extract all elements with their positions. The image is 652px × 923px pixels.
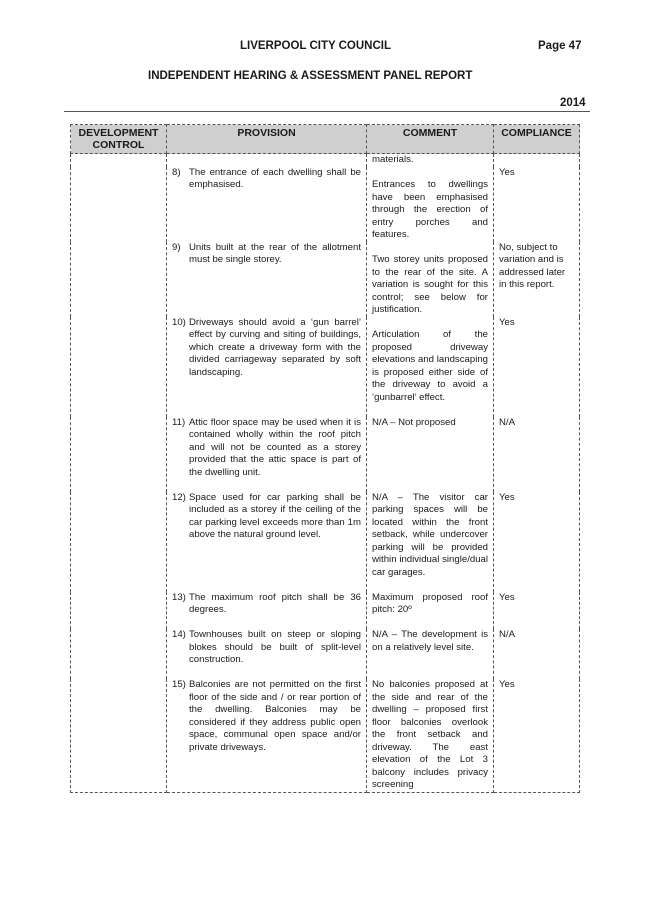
comment-text: N/A – The visitor car parking spaces will be located within the front setback, while undercover parking will be provided within individual single/dual car garages. [372, 491, 488, 578]
table-row [71, 167, 580, 242]
provision-cell [167, 154, 367, 167]
header-comment: COMMENT [367, 125, 494, 154]
provision-text: Townhouses built on steep or sloping blokes should be built of split-level construction. [189, 629, 361, 665]
provision-cell [167, 417, 367, 492]
development-control-cell [71, 417, 167, 492]
comment-cell [367, 592, 494, 630]
provision-cell [167, 242, 367, 317]
development-control-cell [71, 167, 167, 242]
header-development-control: DEVELOPMENT CONTROL [71, 125, 167, 154]
development-control-cell [71, 242, 167, 317]
report-year: 2014 [560, 97, 586, 109]
header-compliance: COMPLIANCE [494, 125, 580, 154]
provision-number: 10) [172, 316, 186, 328]
controls-table [70, 124, 580, 793]
provision-number: 8) [172, 166, 181, 178]
provision-cell [167, 317, 367, 417]
continued-row [71, 154, 580, 167]
provision-number: 9) [172, 241, 181, 253]
compliance-cell: No, subject to variation and is addressed later in this report. [494, 242, 580, 317]
development-control-cell [71, 679, 167, 792]
compliance-cell [494, 154, 580, 167]
provision-cell [167, 167, 367, 242]
compliance-cell: Yes [494, 492, 580, 592]
header-rule [64, 111, 590, 112]
provision-number: 12) [172, 491, 186, 503]
provision-number: 14) [172, 629, 186, 640]
compliance-cell: Yes [494, 592, 580, 630]
council-title: LIVERPOOL CITY COUNCIL [240, 40, 392, 52]
table-row [71, 492, 580, 592]
provision-text: Space used for car parking shall be included as a storey if the ceiling of the car parking level exceeds more than 1m above the natural ground level. [189, 491, 361, 540]
comment-cell: materials. [367, 154, 494, 167]
report-title: INDEPENDENT HEARING & ASSESSMENT PANEL REPORT [148, 70, 473, 82]
comment-cell [367, 167, 494, 242]
table-row [71, 629, 580, 679]
provision-number: 11) [172, 416, 186, 428]
provision-cell [167, 492, 367, 592]
development-control-cell [71, 629, 167, 679]
compliance-cell: Yes [494, 167, 580, 242]
provision-text: Balconies are not permitted on the first floor of the side and / or rear portion of the dwelling. Balconies may be considered if they address public open space, communal open space and/or private driveways. [189, 679, 361, 753]
comment-cell [367, 492, 494, 592]
provision-cell [167, 629, 367, 679]
provision-cell [167, 679, 367, 792]
comment-text: Articulation of the proposed driveway elevations and landscaping is proposed either side of the driveway to avoid a ‘gunbarrel’ effect. [372, 329, 488, 403]
provision-text: Attic floor space may be used when it is contained wholly within the roof pitch and will not be counted as a storey provided that the attic space is part of the dwelling unit. [189, 416, 361, 478]
development-control-cell [71, 592, 167, 630]
compliance-cell: N/A [494, 629, 580, 679]
provision-number: 15) [172, 679, 186, 690]
provision-text: The entrance of each dwelling shall be emphasised. [189, 166, 361, 190]
comment-cell: N/A – Not proposed [367, 417, 494, 492]
compliance-cell: Yes [494, 679, 580, 792]
page-number: Page 47 [538, 40, 582, 52]
table-row [71, 592, 580, 630]
compliance-cell: N/A [494, 417, 580, 492]
table-row [71, 242, 580, 317]
provision-text: Units built at the rear of the allotment must be single storey. [189, 241, 361, 265]
table-row [71, 317, 580, 417]
comment-cell [367, 317, 494, 417]
comment-text: Entrances to dwellings have been emphasised through the erection of entry porches and features. [372, 179, 488, 240]
compliance-cell: Yes [494, 317, 580, 417]
provision-text: The maximum roof pitch shall be 36 degrees. [189, 591, 361, 615]
table-row [71, 417, 580, 492]
comment-cell [367, 242, 494, 317]
comment-text: Maximum proposed roof pitch: 20º [372, 591, 488, 615]
development-control-cell [71, 492, 167, 592]
comment-text: Two storey units proposed to the rear of the site. A variation is sought for this control; see below for justification. [372, 254, 488, 315]
table-row [71, 679, 580, 792]
development-control-cell [71, 317, 167, 417]
table-header-row [71, 125, 580, 154]
comment-cell: N/A – The development is on a relatively level site. [367, 629, 494, 679]
provision-number: 13) [172, 591, 186, 603]
provision-text: Driveways should avoid a ‘gun barrel’ effect by curving and siting of buildings, which create a driveway form with the divided carriageway separated by soft landscaping. [189, 316, 361, 378]
provision-cell [167, 592, 367, 630]
comment-cell: No balconies proposed at the side and rear of the dwelling – proposed first floor balconies overlook the front setback and driveway. The east elevation of the Lot 3 balcony includes privacy screening [367, 679, 494, 792]
development-control-cell [71, 154, 167, 167]
header-provision: PROVISION [167, 125, 367, 154]
